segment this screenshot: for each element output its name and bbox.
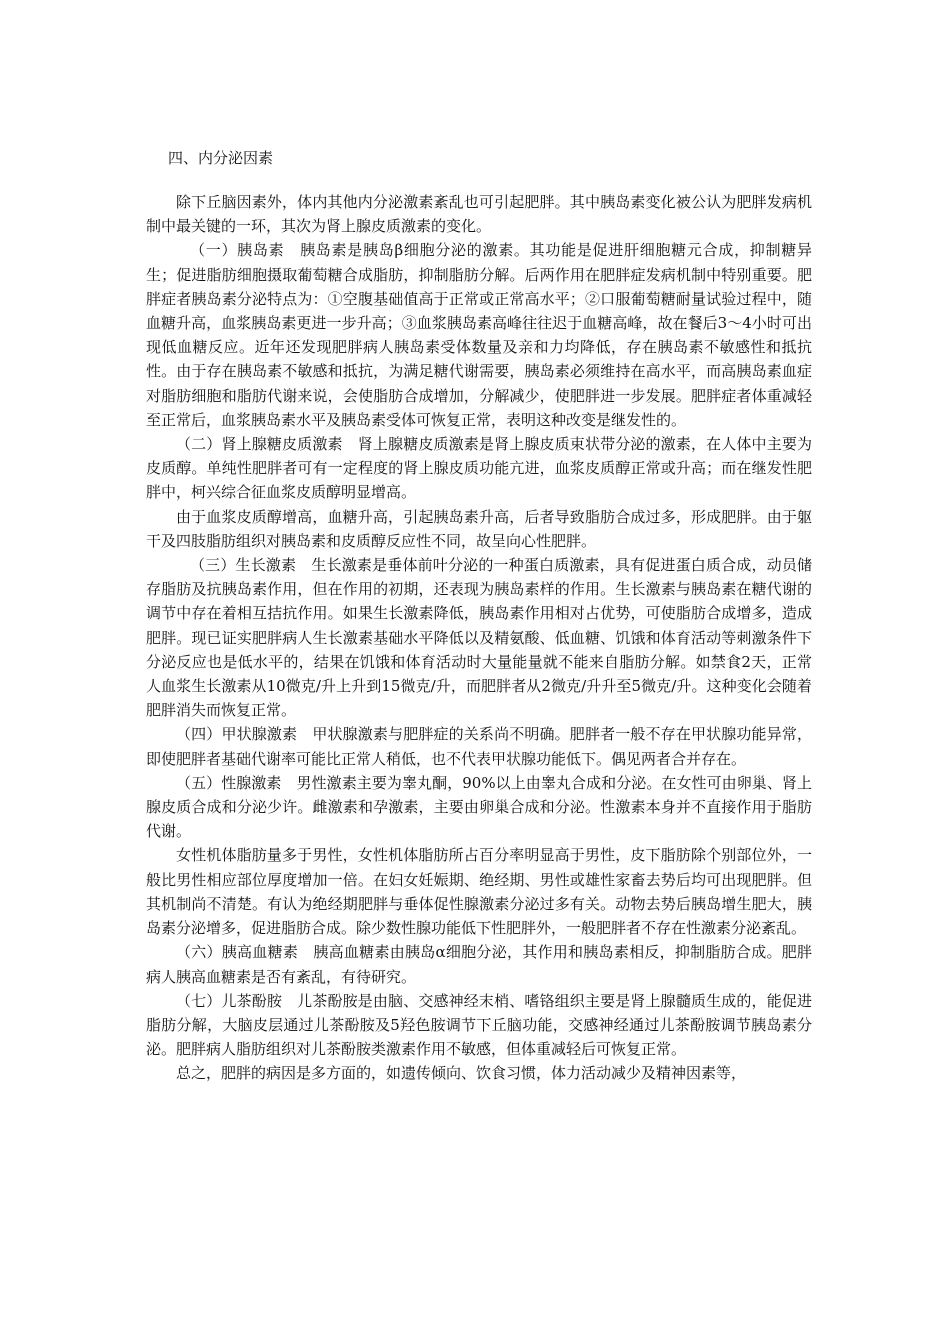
section-heading: 四、内分泌因素 bbox=[168, 149, 274, 167]
paragraph-catecholamine: （七）儿茶酚胺 儿茶酚胺是由脑、交感神经末梢、嗜铬组织主要是肾上腺髓质生成的，能促进脂肪分解，大脑皮层通过儿茶酚胺及5羟色胺调节下丘脑功能，交感神经通过儿茶酚胺调节胰岛素分泌。肥胖病人脂肪组织对儿茶酚胺类激素作用不敏感，但体重减轻后可恢复正常。 bbox=[146, 991, 812, 1059]
paragraph-summary: 总之，肥胖的病因是多方面的，如遗传倾向、饮食习惯，体力活动减少及精神因素等， bbox=[176, 1064, 747, 1083]
paragraph-insulin: （一）胰岛素 胰岛素是胰岛β细胞分泌的激素。其功能是促进肝细胞糖元合成，抑制糖异生；促进脂肪细胞摄取葡萄糖合成脂肪，抑制脂肪分解。后两作用在肥胖症发病机制中特别重要。肥胖症者胰岛素分泌特点为：①空腹基础值高于正常或正常高水平；②口服葡萄糖耐量试验过程中，随血糖升高，血浆胰岛素更进一步升高；③血浆胰岛素高峰往往迟于血糖高峰，故在餐后3～4小时可出现低血糖反应。近年还发现肥胖病人胰岛素受体数量及亲和力均降低，存在胰岛素不敏感性和抵抗性。由于存在胰岛素不敏感和抵抗，为满足糖代谢需要，胰岛素必须维持在高水平，而高胰岛素血症对脂肪细胞和脂肪代谢来说，会使脂肪合成增加，分解减少，使肥胖进一步发展。肥胖症者体重减轻至正常后，血浆胰岛素水平及胰岛素受体可恢复正常，表明这种改变是继发性的。 bbox=[146, 241, 812, 429]
paragraph-thyroid-hormone: （四）甲状腺激素 甲状腺激素与肥胖症的关系尚不明确。肥胖者一般不存在甲状腺功能异常，即使肥胖者基础代谢率可能比正常人稍低，也不代表甲状腺功能低下。偶见两者合并存在。 bbox=[146, 725, 812, 768]
paragraph-cortisol-effect: 由于血浆皮质醇增高，血糖升高，引起胰岛素升高，后者导致脂肪合成过多，形成肥胖。由于躯干及四肢脂肪组织对胰岛素和皮质醇反应性不同，故呈向心性肥胖。 bbox=[146, 507, 812, 550]
paragraph-glucocorticoid: （二）肾上腺糖皮质激素 肾上腺糖皮质激素是肾上腺皮质束状带分泌的激素，在人体中主要为皮质醇。单纯性肥胖者可有一定程度的肾上腺皮质功能亢进，血浆皮质醇正常或升高；而在继发性肥胖中，柯兴综合征血浆皮质醇明显增高。 bbox=[146, 435, 812, 502]
paragraph-female-fat: 女性机体脂肪量多于男性，女性机体脂肪所占百分率明显高于男性，皮下脂肪除个别部位外，一般比男性相应部位厚度增加一倍。在妇女妊娠期、绝经期、男性或雄性家畜去势后均可出现肥胖。但其机制尚不清楚。有认为绝经期肥胖与垂体促性腺激素分泌过多有关。动物去势后胰岛增生肥大，胰岛素分泌增多，促进脂肪合成。除少数性腺功能低下性肥胖外，一般肥胖者不存在性激素分泌紊乱。 bbox=[146, 846, 812, 938]
paragraph-glucagon: （六）胰高血糖素 胰高血糖素由胰岛α细胞分泌，其作用和胰岛素相反，抑制脂肪合成。肥胖病人胰高血糖素是否有紊乱，有待研究。 bbox=[146, 943, 812, 986]
paragraph-growth-hormone: （三）生长激素 生长激素是垂体前叶分泌的一种蛋白质激素，具有促进蛋白质合成，动员储存脂肪及抗胰岛素作用，但在作用的初期，还表现为胰岛素样的作用。生长激素与胰岛素在糖代谢的调节中存在着相互拮抗作用。如果生长激素降低，胰岛素作用相对占优势，可使脂肪合成增多，造成肥胖。现已证实肥胖病人生长激素基础水平降低以及精氨酸、低血糖、饥饿和体育活动等刺激条件下分泌反应也是低水平的，结果在饥饿和体育活动时大量能量就不能来自脂肪分解。如禁食2天，正常人血浆生长激素从10微克/升上升到15微克/升，而肥胖者从2微克/升升至5微克/升。这种变化会随着肥胖消失而恢复正常。 bbox=[146, 556, 812, 720]
document-body bbox=[146, 190, 812, 1086]
paragraph-sex-hormone: （五）性腺激素 男性激素主要为睾丸酮，90%以上由睾丸合成和分泌。在女性可由卵巢、肾上腺皮质合成和分泌少许。雌激素和孕激素，主要由卵巢合成和分泌。性激素本身并不直接作用于脂肪代谢。 bbox=[146, 773, 812, 841]
paragraph-intro: 除下丘脑因素外，体内其他内分泌激素紊乱也可引起肥胖。其中胰岛素变化被公认为肥胖发病机制中最关键的一环，其次为肾上腺皮质激素的变化。 bbox=[146, 193, 812, 236]
